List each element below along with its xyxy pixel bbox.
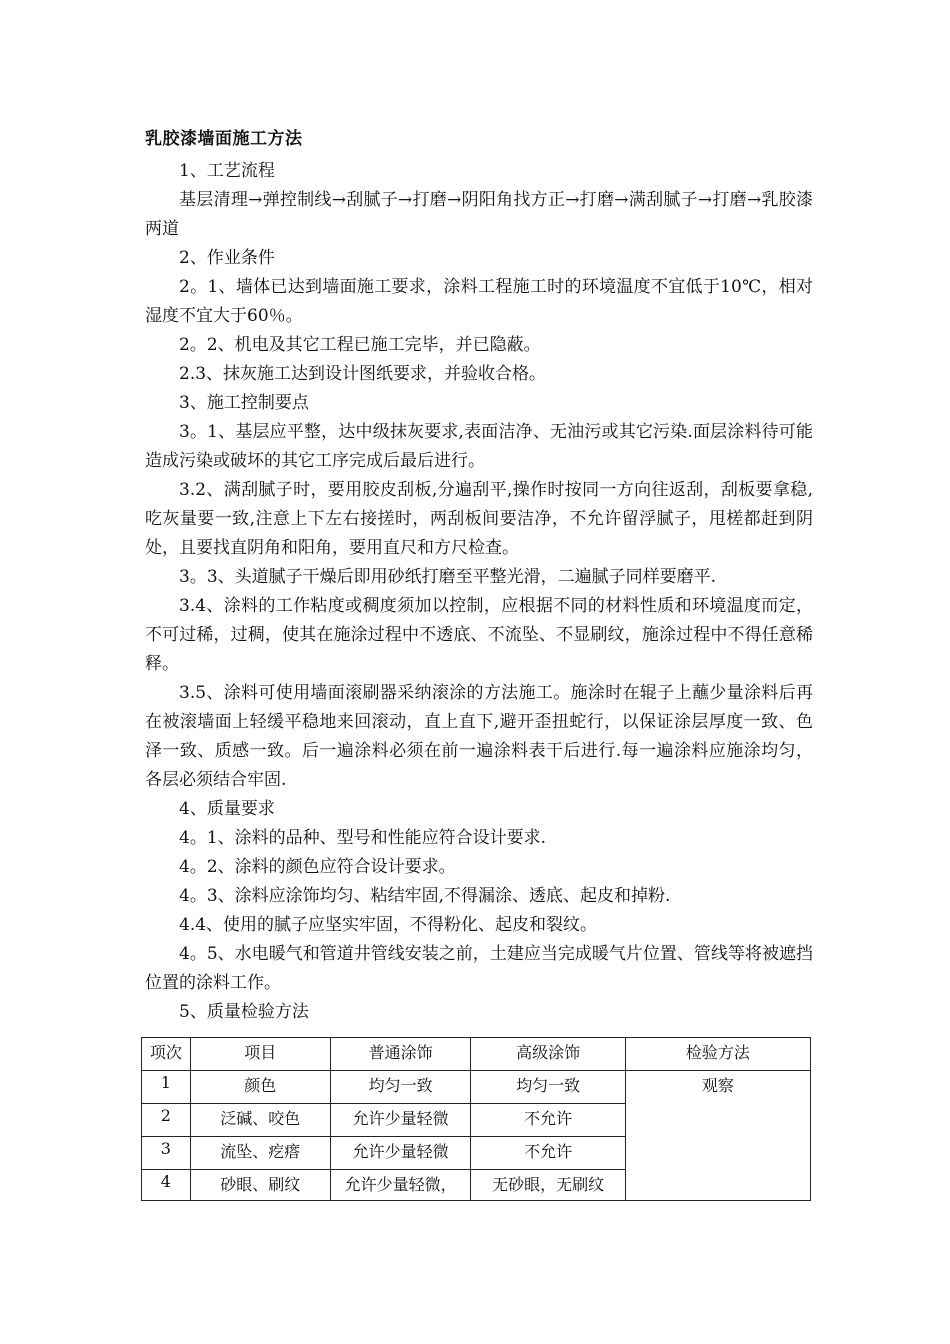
paragraph: 2。2、机电及其它工程已施工完毕，并已隐蔽。: [179, 335, 541, 355]
paragraph: 4。3、涂料应涂饰均匀、粘结牢固,不得漏涂、透底、起皮和掉粉.: [179, 886, 671, 906]
paragraph: 3。1、基层应平整，达中级抹灰要求,表面洁净、无油污或其它污染.面层涂料待可能造成污染或破坏的其它工序完成后最后进行。: [145, 422, 813, 471]
paragraph: 3.4、涂料的工作粘度或稠度须加以控制，应根据不同的材料性质和环境温度而定，不可过稀，过稠，使其在施涂过程中不透底、不流坠、不显刷纹，施涂过程中不得任意稀释。: [145, 596, 813, 674]
document-body: [145, 157, 813, 1027]
table-cell: 2: [142, 1104, 191, 1137]
paragraph: 2、作业条件: [179, 248, 275, 268]
table-cell: 4: [142, 1170, 191, 1201]
quality-inspection-table: [141, 1037, 811, 1201]
paragraph: 3、施工控制要点: [179, 393, 309, 413]
paragraph: 2。1、墙体已达到墙面施工要求，涂料工程施工时的环境温度不宜低于10℃，相对湿度不宜大于60％。: [145, 277, 813, 326]
paragraph: 基层清理→弹控制线→刮腻子→打磨→阴阳角找方正→打磨→满刮腻子→打磨→乳胶漆两道: [145, 190, 813, 239]
table-cell: 流坠、疙瘩: [190, 1137, 330, 1170]
table-cell: 允许少量轻微: [330, 1137, 471, 1170]
table-cell: 不允许: [471, 1137, 625, 1170]
table-header-cell: 项目: [190, 1038, 330, 1071]
table-cell: 3: [142, 1137, 191, 1170]
table-cell: 1: [142, 1071, 191, 1104]
table-cell: 均匀一致: [471, 1071, 625, 1104]
paragraph: 4。2、涂料的颜色应符合设计要求。: [179, 857, 456, 877]
paragraph: 3.2、满刮腻子时，要用胶皮刮板,分遍刮平,操作时按同一方向往返刮，刮板要拿稳,吃灰量要一致,注意上下左右接搓时，两刮板间要洁净，不允许留浮腻子，甩槎都赶到阴处，且要找直阴角和阳角，要用直尺和方尺检查。: [145, 480, 813, 558]
paragraph: 4.4、使用的腻子应坚实牢固，不得粉化、起皮和裂纹。: [179, 915, 598, 935]
table-cell: 均匀一致: [330, 1071, 471, 1104]
table-header-cell: 项次: [142, 1038, 191, 1071]
paragraph: 4、质量要求: [179, 799, 275, 819]
table-cell: 允许少量轻微: [330, 1104, 471, 1137]
table-cell: 不允许: [471, 1104, 625, 1137]
table-cell-method: 观察: [625, 1071, 810, 1201]
paragraph: 3.5、涂料可使用墙面滚刷器采纳滚涂的方法施工。施涂时在辊子上蘸少量涂料后再在被滚墙面上轻缓平稳地来回滚动，直上直下,避开歪扭蛇行，以保证涂层厚度一致、色泽一致、质感一致。后一遍涂料必须在前一遍涂料表干后进行.每一遍涂料应施涂均匀，各层必须结合牢固.: [145, 683, 813, 790]
paragraph: 1、工艺流程: [179, 161, 275, 181]
table-cell: 颜色: [190, 1071, 330, 1104]
table-cell: 砂眼、刷纹: [190, 1170, 330, 1201]
table-header-cell: 高级涂饰: [471, 1038, 625, 1071]
paragraph: 4。5、水电暖气和管道井管线安装之前，土建应当完成暖气片位置、管线等将被遮挡位置的涂料工作。: [145, 944, 813, 993]
table-header-row: [142, 1038, 811, 1071]
paragraph: 2.3、抹灰施工达到设计图纸要求，并验收合格。: [179, 364, 547, 384]
table-cell: 无砂眼，无刷纹: [471, 1170, 625, 1201]
table-cell: 允许少量轻微，: [330, 1170, 471, 1201]
table-cell: 泛碱、咬色: [190, 1104, 330, 1137]
paragraph: 4。1、涂料的品种、型号和性能应符合设计要求.: [179, 828, 547, 848]
document-title: 乳胶漆墙面施工方法: [145, 129, 303, 149]
table-header-cell: 普通涂饰: [330, 1038, 471, 1071]
paragraph: 5、质量检验方法: [179, 1002, 309, 1022]
paragraph: 3。3、头道腻子干燥后即用砂纸打磨至平整光滑，二遍腻子同样要磨平.: [179, 567, 717, 587]
table-header-cell: 检验方法: [625, 1038, 810, 1071]
table-row: [142, 1071, 811, 1104]
